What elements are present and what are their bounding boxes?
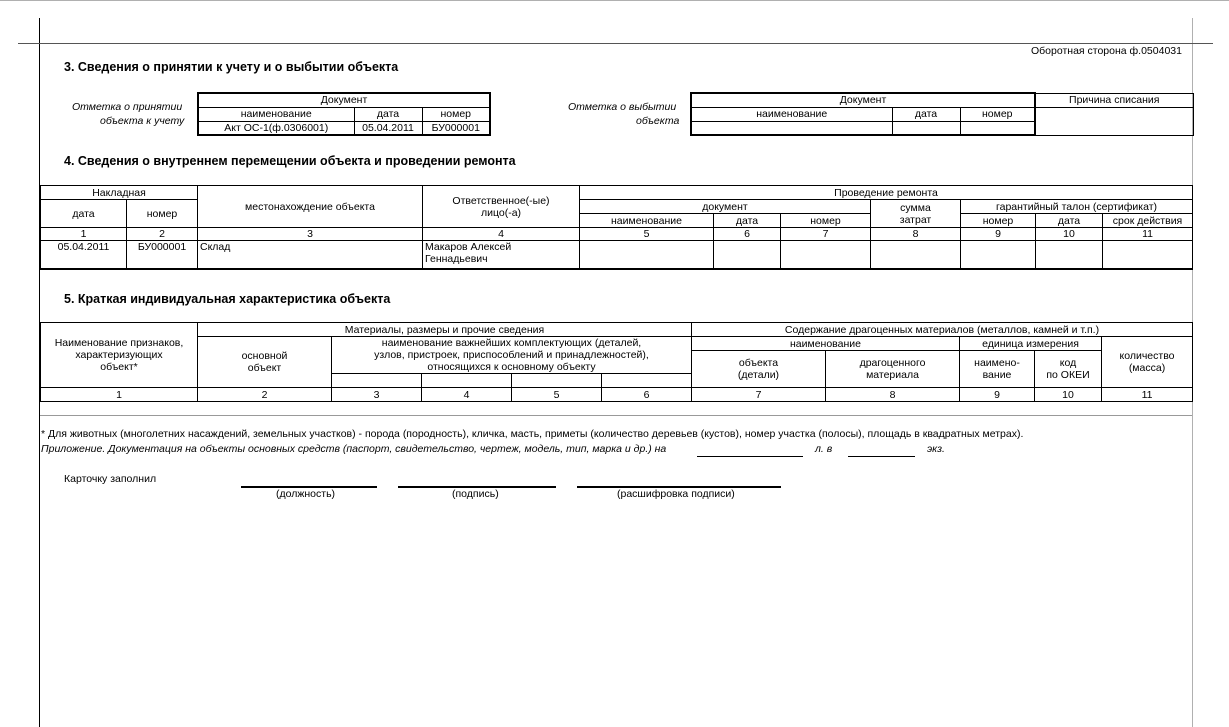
h-naming: наименование xyxy=(692,337,960,351)
s4-col-num: 6 xyxy=(714,228,781,241)
appendix-line xyxy=(697,456,803,457)
s5-col-num: 4 xyxy=(422,388,512,402)
h-main-line2: объект xyxy=(247,362,282,374)
h-repair: Проведение ремонта xyxy=(580,186,1193,200)
table-row xyxy=(41,241,1193,269)
h-unit: единица измерения xyxy=(960,337,1102,351)
top-border xyxy=(0,0,1229,1)
empty-cell xyxy=(1036,241,1103,269)
form-note: Оборотная сторона ф.0504031 xyxy=(1031,45,1182,57)
col-num: номер xyxy=(422,107,490,121)
row-num: БУ000001 xyxy=(127,241,198,269)
row-responsible-line2: Геннадьевич xyxy=(425,253,488,265)
h-object-line2: (детали) xyxy=(737,369,780,381)
accept-label-2: объекта к учету xyxy=(100,115,185,127)
doc-header: Документ xyxy=(198,93,490,107)
h-doc-num: номер xyxy=(781,214,871,228)
h-sum-line1: сумма xyxy=(900,201,931,214)
h-responsible-line1: Ответственное(-ые) xyxy=(452,194,550,207)
h-responsible xyxy=(423,186,580,228)
s5-number-row xyxy=(41,388,1193,402)
s5-col-num: 3 xyxy=(332,388,422,402)
h-qty xyxy=(1102,337,1193,388)
dispose-label-1: Отметка о выбытии xyxy=(568,101,677,113)
s4-col-num: 4 xyxy=(423,228,580,241)
characteristics-table xyxy=(40,322,1193,402)
filled-by-label: Карточку заполнил xyxy=(64,473,157,485)
empty-cell xyxy=(332,374,422,388)
h-war-num: номер xyxy=(961,214,1036,228)
row-date: 05.04.2011 xyxy=(41,241,127,269)
section5-bottom-rule xyxy=(40,415,1192,416)
row-responsible xyxy=(423,241,580,269)
h-doc-date: дата xyxy=(714,214,781,228)
dispose-col-num: номер xyxy=(960,107,1035,121)
s5-col-num: 8 xyxy=(826,388,960,402)
signature-caption: (подпись) xyxy=(452,488,499,500)
s5-col-num: 1 xyxy=(41,388,198,402)
section5-title: 5. Краткая индивидуальная характеристика объекта xyxy=(64,292,391,306)
accept-label-1: Отметка о принятии xyxy=(72,101,183,113)
h-precmat-line2: материала xyxy=(866,369,919,381)
appendix-text: Приложение. Документация на объекты основных средств (паспорт, свидетельство, чертеж, модель, тип, марка и др.) на xyxy=(41,443,667,455)
dispose-doc-header: Документ xyxy=(691,93,1035,107)
h-sum xyxy=(871,200,961,228)
accept-doc-date: 05.04.2011 xyxy=(354,121,422,135)
col-date: дата xyxy=(354,107,422,121)
empty-cell xyxy=(580,241,714,269)
h-object-line1: объекта xyxy=(738,357,779,369)
h-main-line1: основной xyxy=(241,350,288,362)
h-war-date: дата xyxy=(1036,214,1103,228)
col-name: наименование xyxy=(198,107,354,121)
h-main-object xyxy=(198,337,332,388)
h-doc-name: наименование xyxy=(580,214,714,228)
h-features-line1: Наименование признаков, xyxy=(54,337,184,349)
s5-col-num: 5 xyxy=(512,388,602,402)
h-code xyxy=(1035,351,1102,388)
accept-doc-num: БУ000001 xyxy=(422,121,490,135)
empty-cell xyxy=(714,241,781,269)
s4-col-num: 8 xyxy=(871,228,961,241)
h-components xyxy=(332,337,692,374)
h-sum-line2: затрат xyxy=(899,213,932,226)
sheets-label: л. в xyxy=(815,443,833,455)
s5-col-num: 7 xyxy=(692,388,826,402)
h-responsible-line2: лицо(-а) xyxy=(480,206,522,219)
h-war-validity: срок действия xyxy=(1103,214,1193,228)
accept-table xyxy=(197,92,491,136)
h-materials: Материалы, размеры и прочие сведения xyxy=(198,323,692,337)
s4-col-num: 11 xyxy=(1103,228,1193,241)
section4-title: 4. Сведения о внутреннем перемещении объекта и проведении ремонта xyxy=(64,154,516,168)
empty-cell xyxy=(961,241,1036,269)
reason-header: Причина списания xyxy=(1035,93,1193,107)
h-warranty: гарантийный талон (сертификат) xyxy=(961,200,1193,214)
reason-cell xyxy=(1035,107,1193,135)
h-components-line3: относящихся к основному объекту xyxy=(427,361,596,373)
h-components-line1: наименование важнейших комплектующих (деталей, xyxy=(381,337,642,349)
top-rule xyxy=(18,43,1213,44)
accept-doc-name: Акт ОС-1(ф.0306001) xyxy=(198,121,354,135)
h-features-line3: объект* xyxy=(100,361,138,373)
s5-col-num: 2 xyxy=(198,388,332,402)
empty-cell xyxy=(1103,241,1193,269)
copies-label: экз. xyxy=(927,443,945,455)
s4-number-row xyxy=(41,228,1193,241)
dispose-doc-num xyxy=(960,121,1035,135)
movement-table xyxy=(40,185,1193,270)
h-features xyxy=(41,323,198,388)
position-caption: (должность) xyxy=(276,488,336,500)
h-qty-line2: (масса) xyxy=(1128,362,1166,374)
footnote: * Для животных (многолетних насаждений, земельных участков) - порода (породность), кличка, масть, приметы (количество деревьев (кустов), номер участка (полосы), площадь в квадратных метрах). xyxy=(41,428,1024,440)
h-qty-line1: количество xyxy=(1119,350,1175,362)
s4-col-num: 2 xyxy=(127,228,198,241)
empty-cell xyxy=(602,374,692,388)
dispose-col-date: дата xyxy=(892,107,960,121)
h-document: документ xyxy=(580,200,871,214)
h-invoice-num: номер xyxy=(127,200,198,228)
s5-col-num: 9 xyxy=(960,388,1035,402)
h-location: местонахождение объекта xyxy=(198,186,423,228)
empty-cell xyxy=(422,374,512,388)
h-unitname-line2: вание xyxy=(982,369,1012,381)
section3-title: 3. Сведения о принятии к учету и о выбытии объекта xyxy=(64,60,399,74)
h-code-line2: по ОКЕИ xyxy=(1046,369,1090,381)
empty-cell xyxy=(512,374,602,388)
h-components-line2: узлов, пристроек, приспособлений и принадлежностей), xyxy=(374,349,649,361)
empty-cell xyxy=(781,241,871,269)
empty-cell xyxy=(871,241,961,269)
sheets-line xyxy=(848,456,915,457)
row-location: Склад xyxy=(198,241,423,269)
h-unitname-line1: наимено- xyxy=(974,357,1020,369)
s5-col-num: 6 xyxy=(602,388,692,402)
h-precmat-line1: драгоценного xyxy=(859,357,926,369)
s4-col-num: 3 xyxy=(198,228,423,241)
dispose-label-2: объекта xyxy=(636,115,680,127)
dispose-doc-name xyxy=(691,121,892,135)
decoding-caption: (расшифровка подписи) xyxy=(617,488,735,500)
h-precmat xyxy=(826,351,960,388)
dispose-table xyxy=(690,92,1194,136)
h-features-line2: характеризующих xyxy=(75,349,163,361)
s4-col-num: 10 xyxy=(1036,228,1103,241)
dispose-col-name: наименование xyxy=(691,107,892,121)
s4-col-num: 1 xyxy=(41,228,127,241)
row-responsible-line1: Макаров Алексей xyxy=(425,241,512,253)
s4-col-num: 9 xyxy=(961,228,1036,241)
s4-col-num: 5 xyxy=(580,228,714,241)
h-object xyxy=(692,351,826,388)
h-invoice: Накладная xyxy=(41,186,198,200)
h-code-line1: код xyxy=(1059,357,1077,369)
h-precious: Содержание драгоценных материалов (металлов, камней и т.п.) xyxy=(692,323,1193,337)
s5-col-num: 11 xyxy=(1102,388,1193,402)
dispose-doc-date xyxy=(892,121,960,135)
h-unitname xyxy=(960,351,1035,388)
s4-col-num: 7 xyxy=(781,228,871,241)
h-invoice-date: дата xyxy=(41,200,127,228)
s5-col-num: 10 xyxy=(1035,388,1102,402)
